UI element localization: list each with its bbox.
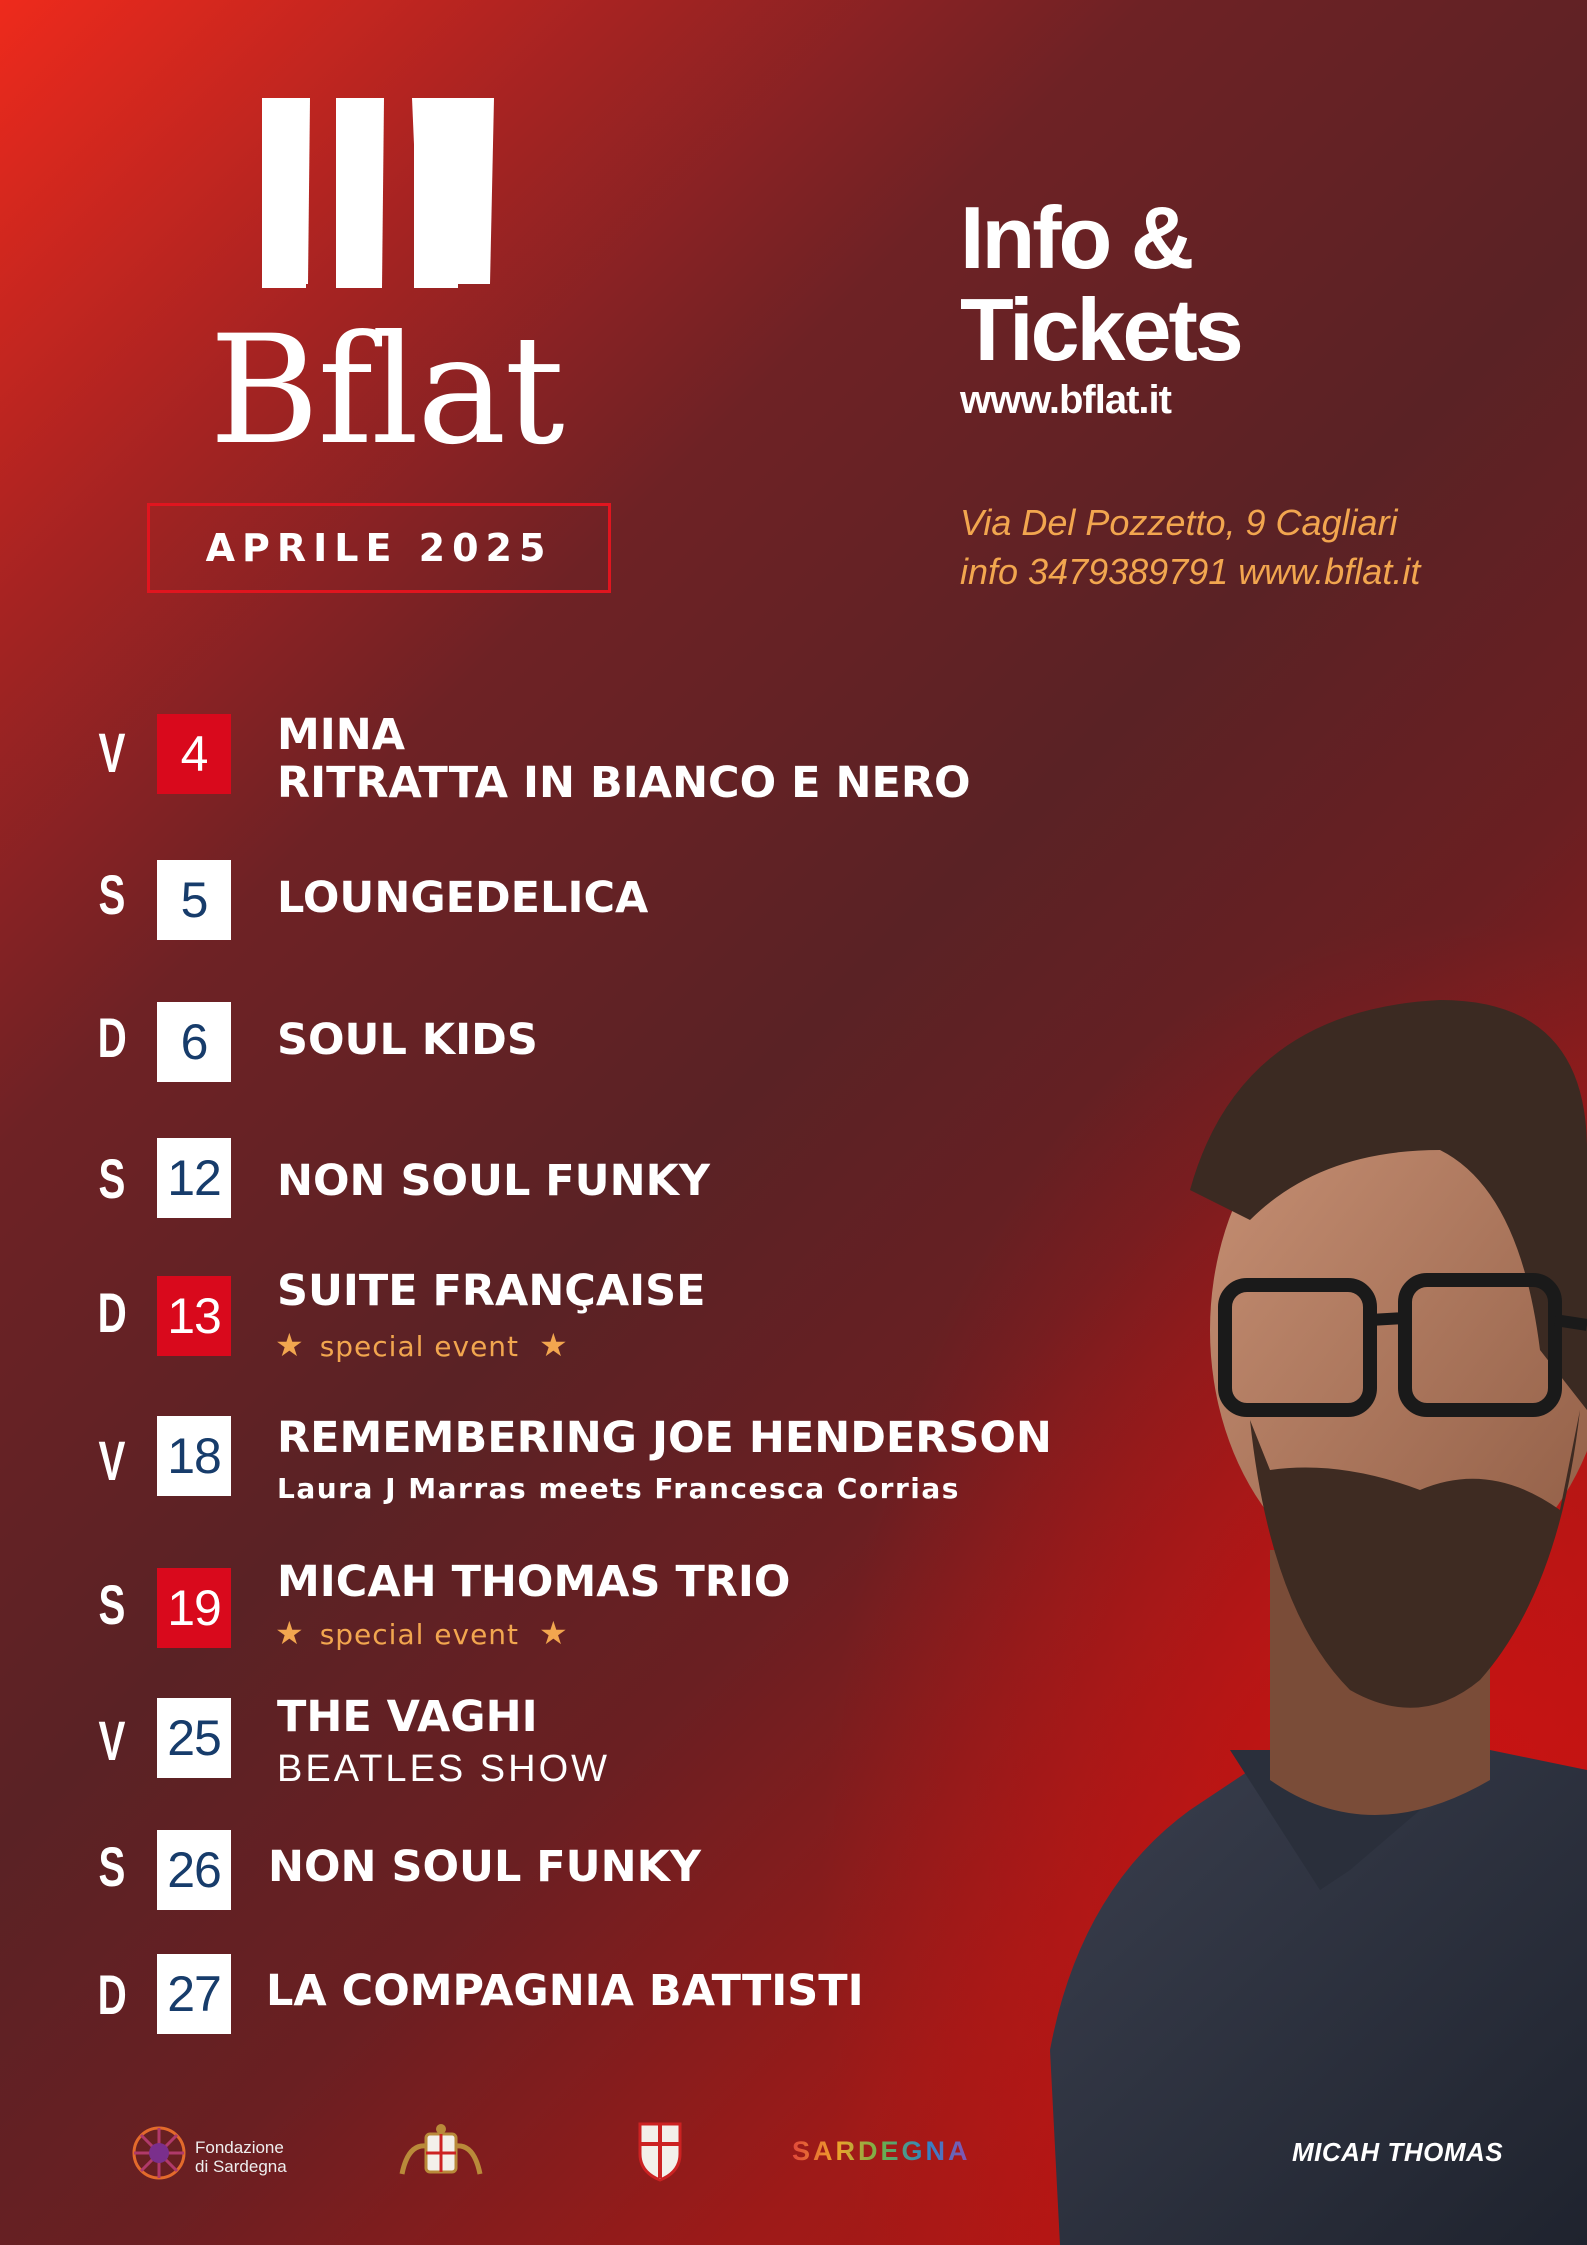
event-title: THE VAGHI [277, 1692, 538, 1742]
special-event-tag [275, 1614, 568, 1652]
sardegna-logo: SARDEGNA [792, 2136, 971, 2166]
special-event-label: special event [319, 1330, 520, 1363]
event-title: NON SOUL FUNKY [277, 1156, 711, 1206]
event-date: 12 [157, 1138, 231, 1218]
event-date: 27 [157, 1954, 231, 2034]
event-title: MINA [277, 710, 406, 760]
star-icon: ★ [275, 1614, 304, 1652]
event-date: 5 [157, 860, 231, 940]
event-weekday: S [98, 1835, 126, 1898]
fondazione-line2: di Sardegna [195, 2157, 287, 2176]
artist-portrait [1020, 990, 1587, 2245]
bflat-logo-mark [262, 98, 494, 288]
event-weekday: V [98, 1709, 126, 1772]
fondazione-line1: Fondazione [195, 2138, 284, 2157]
coat-of-arms-icon [398, 2124, 484, 2182]
event-weekday: D [97, 1281, 127, 1344]
event-weekday: S [98, 1147, 126, 1210]
contact-info: info 3479389791 www.bflat.it [960, 551, 1421, 592]
event-subtitle: RITRATTA IN BIANCO E NERO [277, 758, 971, 808]
event-weekday: V [98, 1429, 126, 1492]
event-date: 25 [157, 1698, 231, 1778]
star-icon: ★ [539, 1326, 568, 1364]
event-weekday: D [97, 1006, 127, 1069]
event-date: 18 [157, 1416, 231, 1496]
event-title: SUITE FRANÇAISE [277, 1266, 706, 1316]
event-date: 4 [157, 714, 231, 794]
event-title: SOUL KIDS [277, 1015, 538, 1065]
event-date: 6 [157, 1002, 231, 1082]
event-date: 13 [157, 1276, 231, 1356]
info-tickets-heading [960, 188, 1380, 379]
fondazione-label [195, 2138, 287, 2176]
info-title-line1: Info & [960, 188, 1192, 287]
event-title: LA COMPAGNIA BATTISTI [266, 1966, 864, 2016]
event-title: REMEMBERING JOE HENDERSON [277, 1413, 1052, 1463]
venue-address: Via Del Pozzetto, 9 Cagliari [960, 502, 1398, 543]
event-weekday: D [97, 1963, 127, 2026]
regione-sardegna-emblem-icon [630, 2118, 690, 2186]
event-weekday: V [98, 721, 126, 784]
event-date: 19 [157, 1568, 231, 1648]
artist-credit: MICAH THOMAS [1292, 2137, 1504, 2167]
event-weekday: S [98, 1573, 126, 1636]
event-subtitle: BEATLES SHOW [277, 1748, 611, 1790]
bflat-logo-wordmark: Bflat [209, 304, 563, 478]
event-weekday: S [98, 863, 126, 926]
event-title: MICAH THOMAS TRIO [277, 1557, 791, 1607]
info-title-line2: Tickets [960, 280, 1241, 379]
star-icon: ★ [539, 1614, 568, 1652]
event-date: 26 [157, 1830, 231, 1910]
event-title: LOUNGEDELICA [277, 873, 649, 923]
special-event-label: special event [319, 1618, 520, 1651]
website-link[interactable]: www.bflat.it [960, 378, 1171, 422]
month-label: APRILE 2025 [147, 503, 611, 593]
star-icon: ★ [275, 1326, 304, 1364]
special-event-tag [275, 1326, 568, 1364]
fondazione-logo-icon [132, 2126, 186, 2180]
event-title: NON SOUL FUNKY [268, 1842, 702, 1892]
event-subtitle: Laura J Marras meets Francesca Corrias [277, 1472, 960, 1505]
